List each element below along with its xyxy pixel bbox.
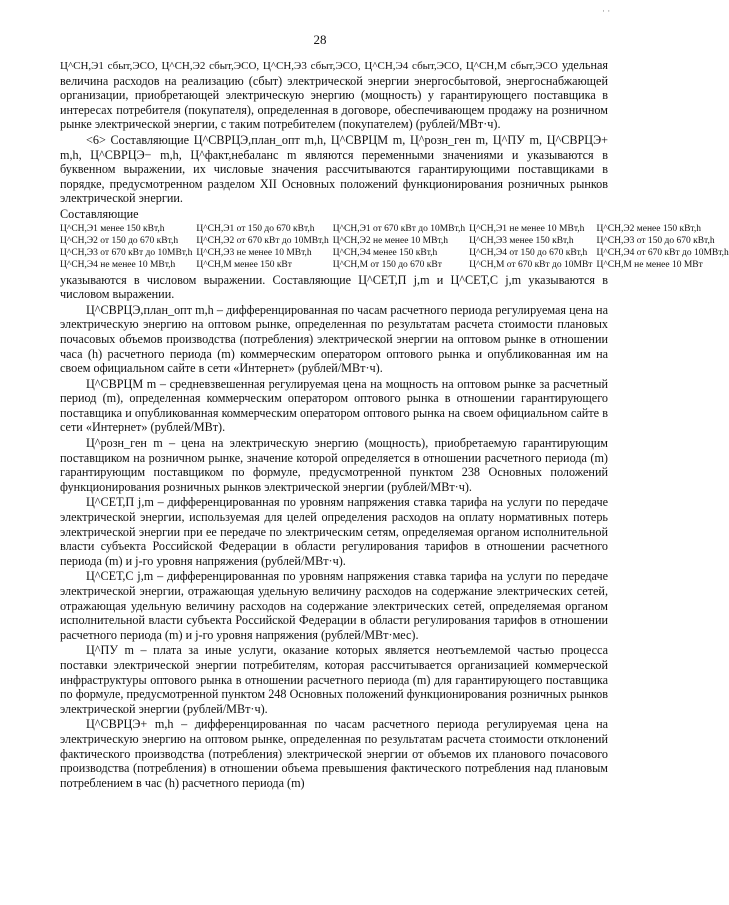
definition-paragraph <box>60 569 608 642</box>
definition-symbol: Ц^ПУ m <box>86 643 134 658</box>
definitions-list <box>60 303 608 791</box>
definition-symbol: Ц^СВРЦЭ+ m,h <box>86 717 174 732</box>
component-symbol: Ц^СН,Э3 менее 150 кВт,h <box>469 235 574 246</box>
definition-paragraph <box>60 436 608 494</box>
component-symbol: Ц^СН,Э1 от 150 до 670 кВт,h <box>196 223 315 234</box>
component-symbol: Ц^СН,Э2 не менее 10 МВт,h <box>332 235 449 246</box>
page-number: 28 <box>313 32 327 47</box>
component-symbol: Ц^СН,Э4 от 150 до 670 кВт,h <box>469 247 588 258</box>
definition-symbol: Ц^СВРЦЭ,план_опт m,h <box>86 302 214 317</box>
sbyt-symbols: Ц^СН,Э1 сбыт,ЭСО, Ц^СН,Э2 сбыт,ЭСО, Ц^СН,Э3 сбыт,ЭСО, Ц^СН,Э4 сбыт,ЭСО, Ц^СН,М сбыт,ЭСО <box>60 60 558 72</box>
component-symbol: Ц^СН,Э2 менее 150 кВт,h <box>596 223 701 234</box>
component-symbol: Ц^СН,Э3 от 670 кВт до 10МВт,h <box>60 247 193 258</box>
component-symbol: Ц^СН,Э4 не менее 10 МВт,h <box>60 259 176 270</box>
component-symbol: Ц^СН,Э1 менее 150 кВт,h <box>60 223 165 234</box>
components-lead: Составляющие <box>60 206 139 221</box>
definition-paragraph <box>60 303 608 376</box>
definition-paragraph <box>60 495 608 568</box>
paragraph-sbyt <box>60 58 608 132</box>
sbyt-definition: удельная величина расходов на реализацию (сбыт) электрической энергии энергосбытовой, энергоснабжающей организации, приобретающей электрическую энергию (мощность) у гарантирующего поставщика в интересах потребителя (покупателя), определенная в договоре, обеспечивающем продажу на розничном рынке электрической энергии, с таким потребителем (покупателем) (рублей/МВт·ч). <box>60 58 609 132</box>
definition-text: – средневзвешенная регулируемая цена на мощность на оптовом рынке за расчетный период (m), определенная коммерческим оператором оптового рынка в отношении гарантирующего поставщика и опубликованная коммерческим оператором оптового рынка на своем официальном сайте в сети «Интернет» (рублей/МВт). <box>60 376 609 435</box>
definition-text: – дифференцированная по часам расчетного периода регулируемая цена на электрическую энергию на оптовом рынке, определенная по результатам расчета стоимости плановых почасовых объемов производства (потребления) электрической энергии на оптовом рынке в отношении часа (h) расчетного периода (m) коммерческим оператором оптового рынка и опубликованная им на своем официальном сайте в сети «Интернет» (рублей/МВт·ч). <box>60 302 608 376</box>
component-symbol: Ц^СН,Э1 от 670 кВт до 10МВт,h <box>332 223 466 234</box>
definition-text: – цена на электрическую энергию (мощность), приобретаемую гарантирующим поставщиком на розничном рынке, значение которой определяется в отношении расчетного периода (m) гарантирующим поставщиком по формуле, предусмотренной пунктом 238 Основных положений функционирования розничных рынков электрической энергии (рублей/МВт·ч). <box>60 436 608 494</box>
definition-text: – дифференцированная по уровням напряжения ставка тарифа на услуги по передаче электрической энергии, используемая для целей определения расходов на оплату нормативных потерь электрической энергии при ее передаче по электрическим сетям, определяемая органом исполнительной власти субъекта Российской Федерации в области регулирования тарифов в отношении расчетного периода (m) и j-го уровня напряжения (рублей/МВт·ч). <box>60 495 608 568</box>
document-body <box>60 58 729 791</box>
component-symbol: Ц^СН,Э4 от 670 кВт до 10МВт,h <box>596 247 729 258</box>
definition-symbol: Ц^розн_ген m <box>86 436 163 451</box>
paragraph-note-6: <6> Составляющие Ц^СВРЦЭ,план_опт m,h, Ц^СВРЦМ m, Ц^розн_ген m, Ц^ПУ m, Ц^СВРЦЭ+ m,h, Ц^СВРЦЭ− m,h, Ц^факт,небаланс m являются переменными значениями и указываются в буквенном выражении, их числовые значения рассчитываются гарантирующими поставщиками в порядке, предусмотренном разделом XII Основных положений функционирования розничных рынков электрической энергии. <box>60 132 608 206</box>
definition-paragraph <box>60 377 608 435</box>
component-symbol: Ц^СН,М менее 150 кВт <box>196 259 292 270</box>
components-tail: указываются в числовом выражении. Составляющие Ц^СЕТ,П j,m и Ц^СЕТ,С j,m указываются в числовом выражении. <box>60 272 608 302</box>
definition-paragraph <box>60 643 608 716</box>
definition-text: – дифференцированная по часам расчетного периода регулируемая цена на электрическую энергию на оптовом рынке, определенная по результатам расчета стоимости отклонений фактического производства (потребления) электрической энергии от объемов их планового почасового производства (потребления) в отношении объема превышения фактического потребления над плановым потреблением в час (h) расчетного периода (m) <box>60 717 608 790</box>
component-symbol: Ц^СН,М не менее 10 МВт <box>596 259 703 270</box>
definition-symbol: Ц^СЕТ,П j,m <box>86 495 154 510</box>
component-symbol: Ц^СН,Э3 не менее 10 МВт,h <box>196 247 312 258</box>
component-symbol: Ц^СН,Э4 менее 150 кВт,h <box>332 247 438 258</box>
component-symbol: Ц^СН,Э2 от 670 кВт до 10МВт,h <box>196 235 329 246</box>
component-symbol: Ц^СН,М от 150 до 670 кВт <box>332 259 442 270</box>
definition-symbol: Ц^СВРЦМ m <box>86 376 157 391</box>
component-symbol: Ц^СН,Э1 не менее 10 МВт,h <box>469 223 585 234</box>
component-symbol: Ц^СН,Э3 от 150 до 670 кВт,h <box>596 235 715 246</box>
definition-symbol: Ц^СЕТ,С j,m <box>86 569 154 584</box>
definition-text: – дифференцированная по уровням напряжения ставка тарифа на услуги по передаче электрической энергии, отражающая удельную величину расходов на содержание электрических сетей, отражающая удельную величину расходов на содержание электрических сетей, определяемая органом исполнительной власти субъекта Российской Федерации в области регулирования тарифов в отношении расчетного периода (m) и j-го уровня напряжения (рублей/МВт·мес). <box>60 569 609 642</box>
scan-mark: · · <box>602 6 611 16</box>
component-symbol: Ц^СН,Э2 от 150 до 670 кВт,h <box>60 235 179 246</box>
definition-paragraph <box>60 717 608 790</box>
definition-text: – плата за иные услуги, оказание которых является неотъемлемой частью процесса поставки электрической энергии потребителям, которая рассчитывается организацией коммерческой инфраструктуры оптового рынка в отношении расчетного периода (m) для гарантирующего поставщика по формуле, предусмотренной пунктом 248 Основных положений функционирования розничных рынков электрической энергии (рублей/МВт·ч). <box>60 643 609 716</box>
components-grid <box>60 223 729 271</box>
component-symbol: Ц^СН,М от 670 кВт до 10МВт <box>469 259 593 270</box>
